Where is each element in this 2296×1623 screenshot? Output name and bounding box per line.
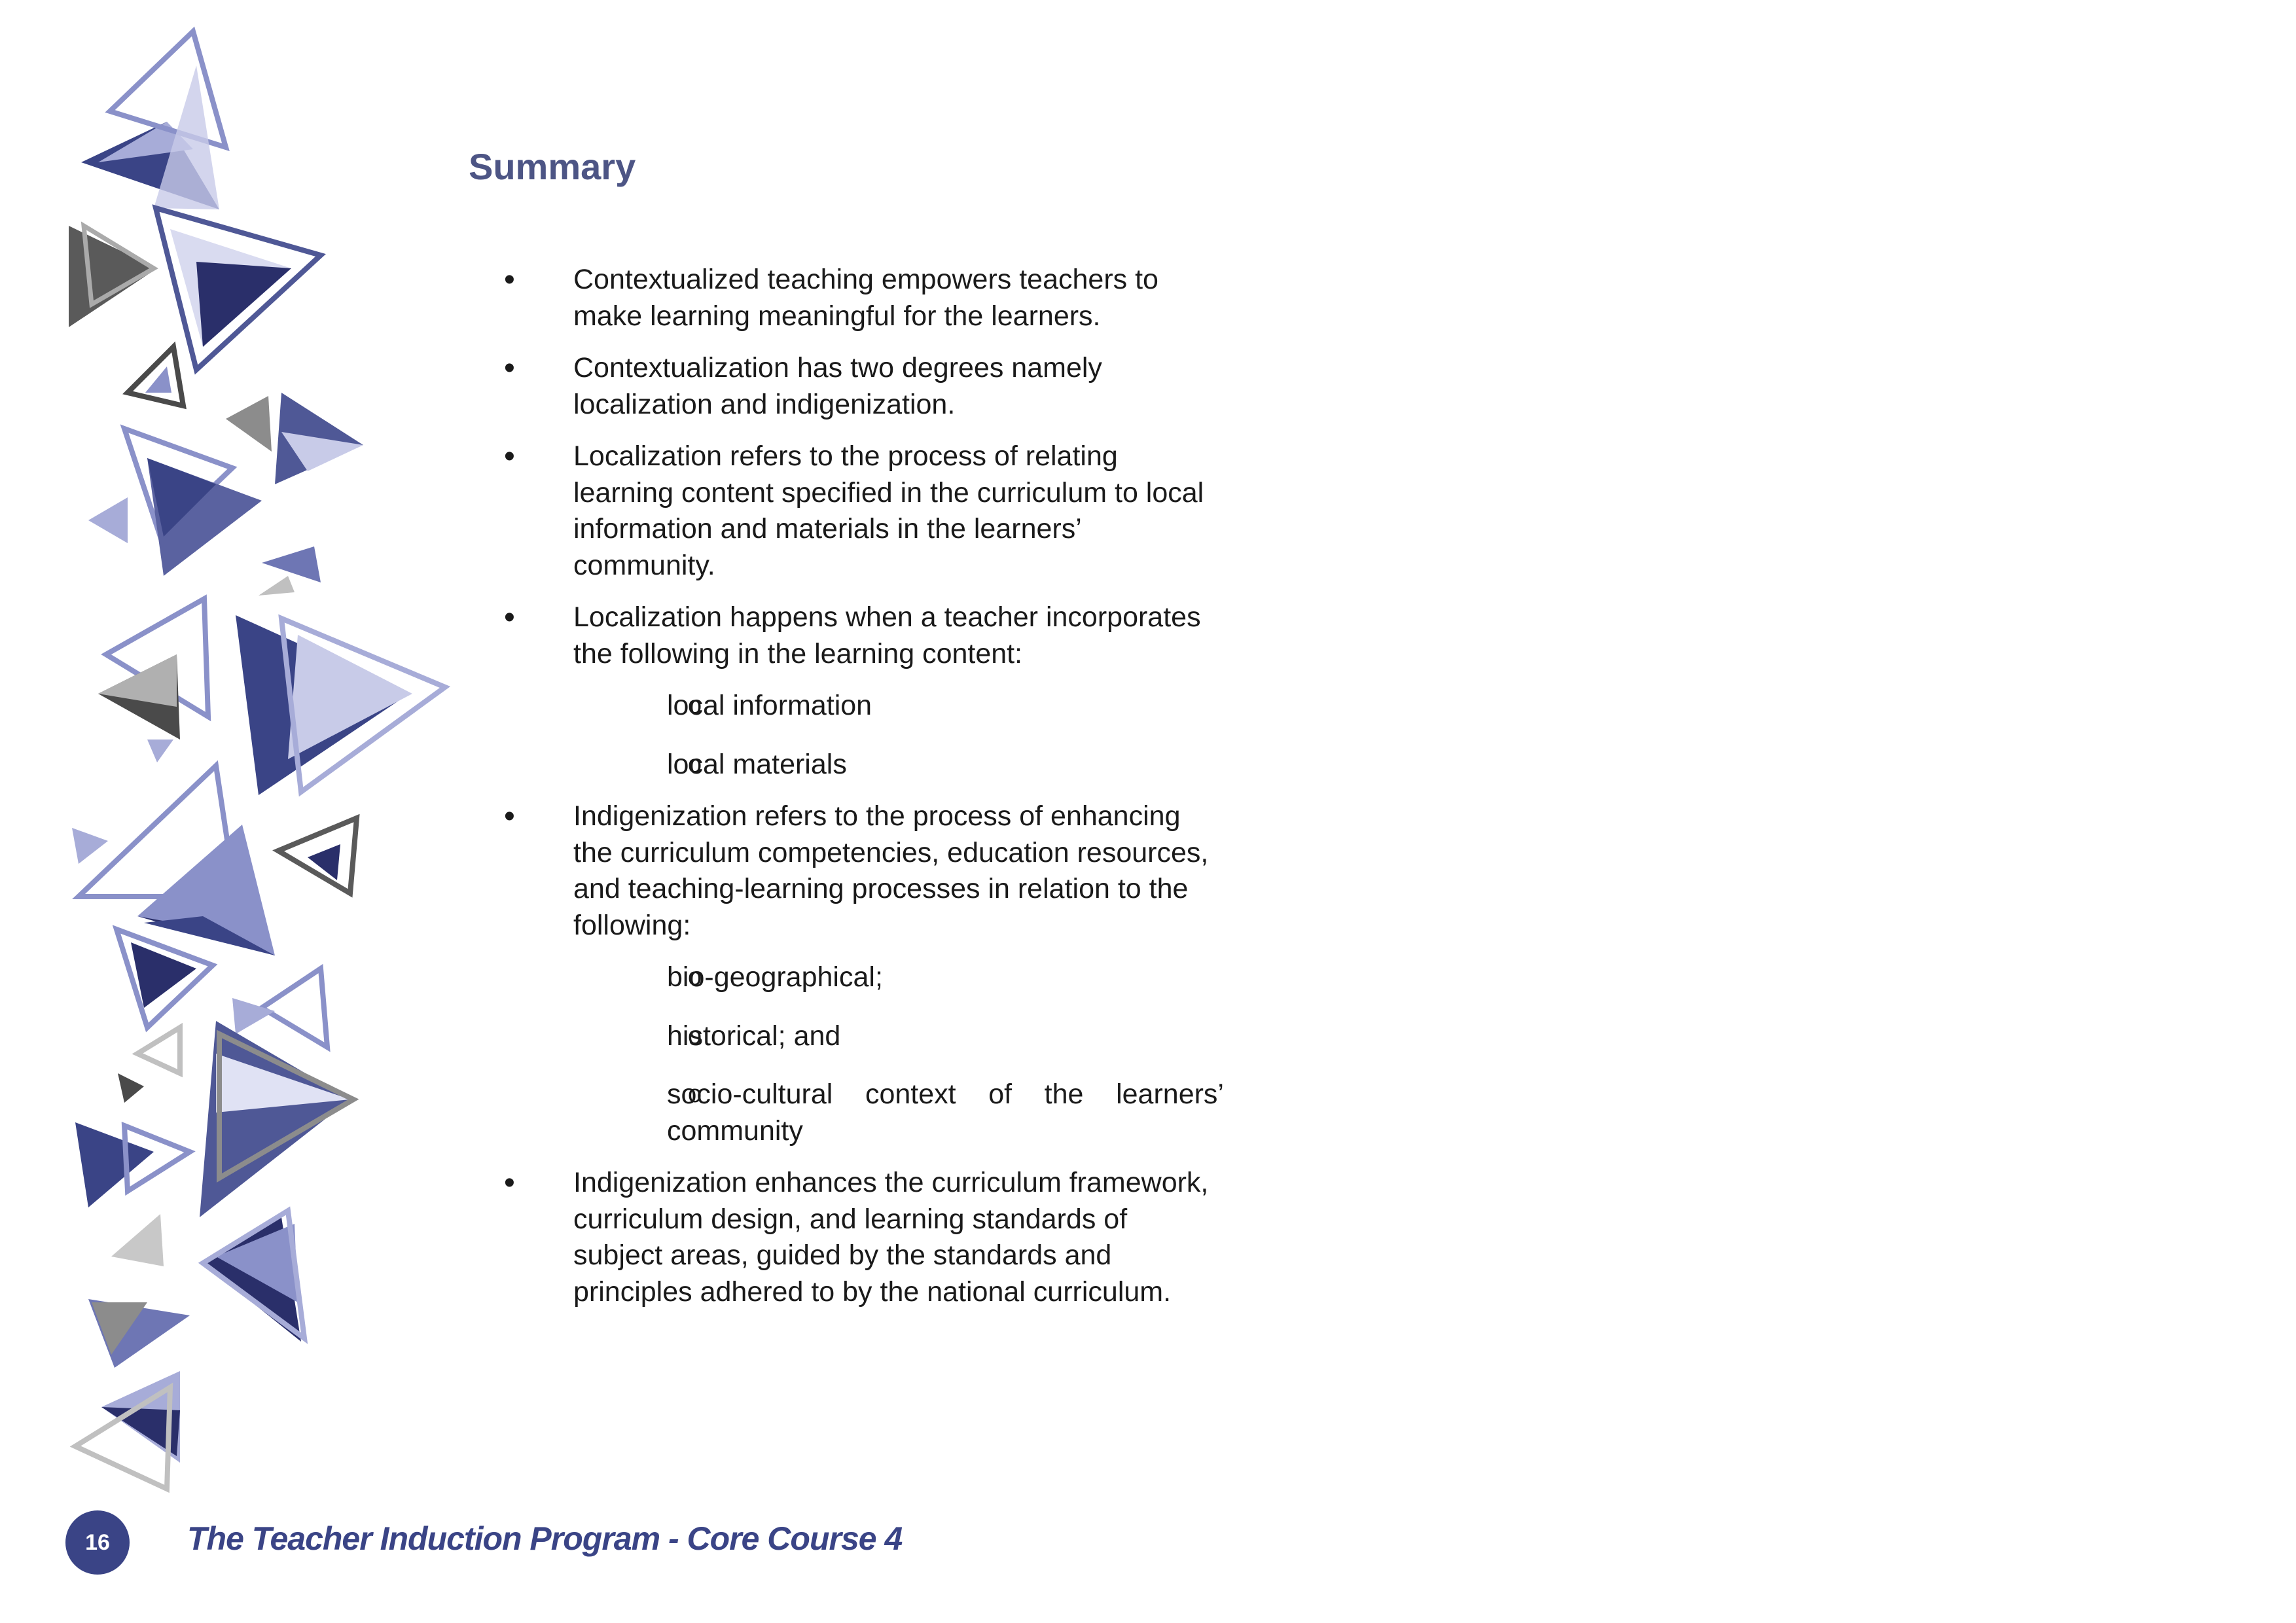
list-item-text: Indigenization refers to the process of enhancing the curriculum competencies, education resources, and teaching-learning processes in relation to the following: (573, 800, 1209, 941)
page-number: 16 (85, 1529, 110, 1555)
list-item-text: Contextualization has two degrees namely localization and indigenization. (573, 352, 1102, 420)
sub-list-item (573, 959, 1224, 996)
list-item (504, 1165, 1224, 1310)
sub-list-item-text: local information (667, 690, 872, 721)
sub-list-item-text: socio-cultural context of the learners’ community (667, 1079, 1224, 1147)
list-item (504, 262, 1224, 334)
list-item (504, 599, 1224, 783)
sub-list-item (573, 688, 1224, 724)
sub-list-item (573, 747, 1224, 783)
footer-title: The Teacher Induction Program - Core Course 4 (187, 1520, 903, 1557)
sub-list-item-text: local materials (667, 748, 847, 780)
sub-list (573, 688, 1224, 783)
sub-list-item (573, 1077, 1224, 1149)
decorative-triangles (0, 0, 471, 1623)
page-title: Summary (469, 146, 636, 187)
sub-list (573, 959, 1224, 1149)
list-item (504, 438, 1224, 584)
list-item (504, 350, 1224, 423)
list-item-text: Indigenization enhances the curriculum framework, curriculum design, and learning standards of subject areas, guided by the standards and principles adhered to by the national curriculum. (573, 1167, 1209, 1308)
sub-list-item (573, 1018, 1224, 1055)
list-item (504, 798, 1224, 1149)
summary-list (504, 262, 1224, 1326)
page-number-badge (65, 1510, 130, 1575)
list-item-text: Localization refers to the process of relating learning content specified in the curriculum to local information and materials in the learners’ community. (573, 440, 1204, 581)
list-item-text: Contextualized teaching empowers teachers to make learning meaningful for the learners. (573, 264, 1158, 332)
list-item-text: Localization happens when a teacher incorporates the following in the learning content: (573, 601, 1201, 669)
sub-list-item-text: bio-geographical; (667, 961, 883, 993)
sub-list-item-text: historical; and (667, 1020, 841, 1052)
